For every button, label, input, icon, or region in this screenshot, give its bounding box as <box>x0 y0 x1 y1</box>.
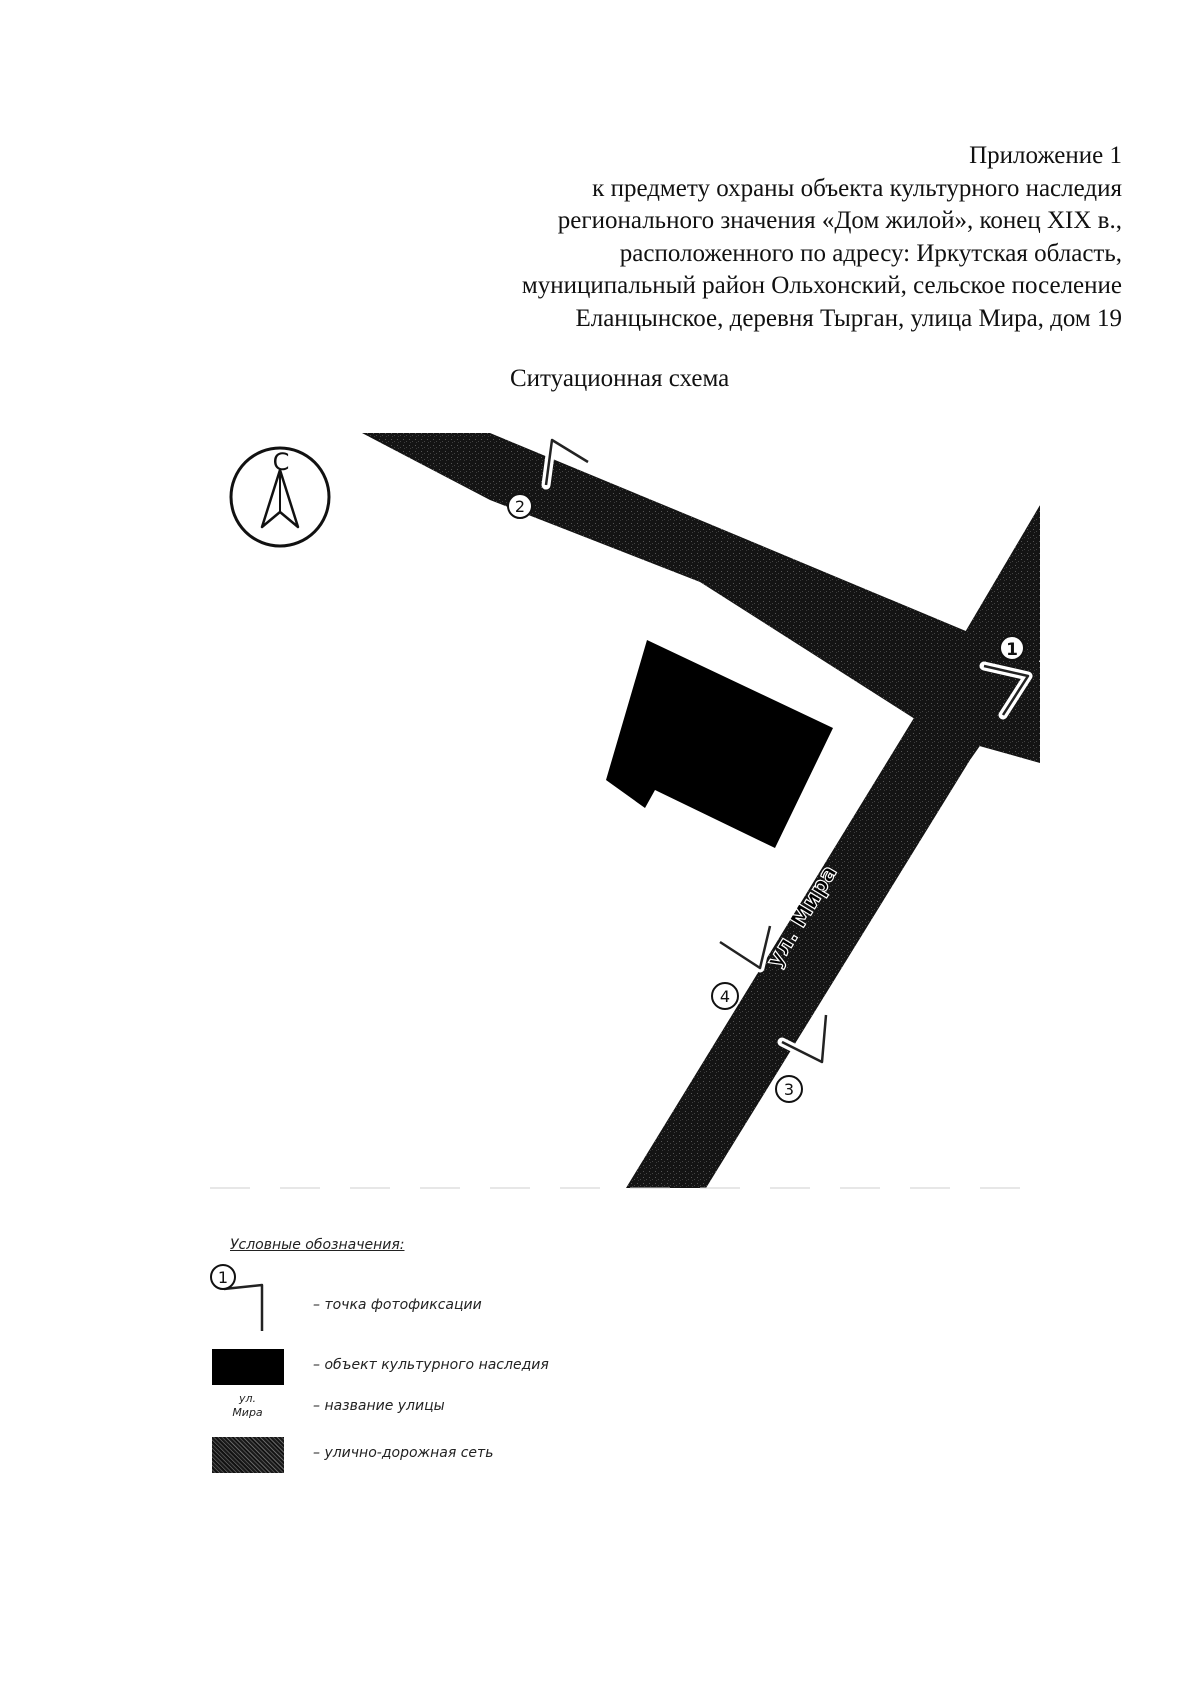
legend-label-street-name: – название улицы <box>313 1398 445 1414</box>
header-line-3: регионального значения «Дом жилой», конец XIX в., <box>557 207 1122 234</box>
legend-point-number: 1 <box>217 1268 229 1287</box>
north-letter: С <box>272 448 290 476</box>
heritage-object-building <box>606 640 833 848</box>
street-name-sample <box>210 1392 285 1432</box>
street-label: ул. Мира <box>762 861 843 973</box>
north-arrow <box>231 448 329 546</box>
header-line-6: Еланцынское, деревня Тырган, улица Мира, дом 19 <box>575 304 1122 332</box>
legend-label-road-network: – улично-дорожная сеть <box>313 1445 494 1461</box>
header-line-5: муниципальный район Ольхонский, сельское поселение <box>521 272 1122 299</box>
point-number-4: 4 <box>719 987 731 1006</box>
point-number-1: 1 <box>1006 640 1018 660</box>
photo-point-icon <box>210 1263 285 1335</box>
point-number-3: 3 <box>783 1080 795 1099</box>
road-network-swatch <box>210 1435 285 1475</box>
legend-item-photo-point <box>210 1263 810 1335</box>
header-line-1: Приложение 1 <box>969 142 1122 169</box>
legend-title: Условные обозначения: <box>230 1237 405 1253</box>
header-line-2: к предмету охраны объекта культурного наследия <box>592 174 1122 202</box>
legend-item-street-name <box>210 1392 810 1432</box>
street-sample-line-1: ул. <box>238 1392 257 1405</box>
street-sample-line-2: Мира <box>232 1406 263 1419</box>
header-line-4: расположенного по адресу: Иркутская область, <box>619 239 1122 267</box>
scheme-title: Ситуационная схема <box>510 365 730 392</box>
legend-label-photo-point: – точка фотофиксации <box>313 1297 482 1313</box>
legend-label-heritage-object: – объект культурного наследия <box>313 1357 549 1373</box>
heritage-object-swatch <box>210 1347 285 1387</box>
point-number-2: 2 <box>514 497 526 516</box>
legend-item-heritage-object <box>210 1347 810 1387</box>
legend-item-road-network <box>210 1435 810 1475</box>
